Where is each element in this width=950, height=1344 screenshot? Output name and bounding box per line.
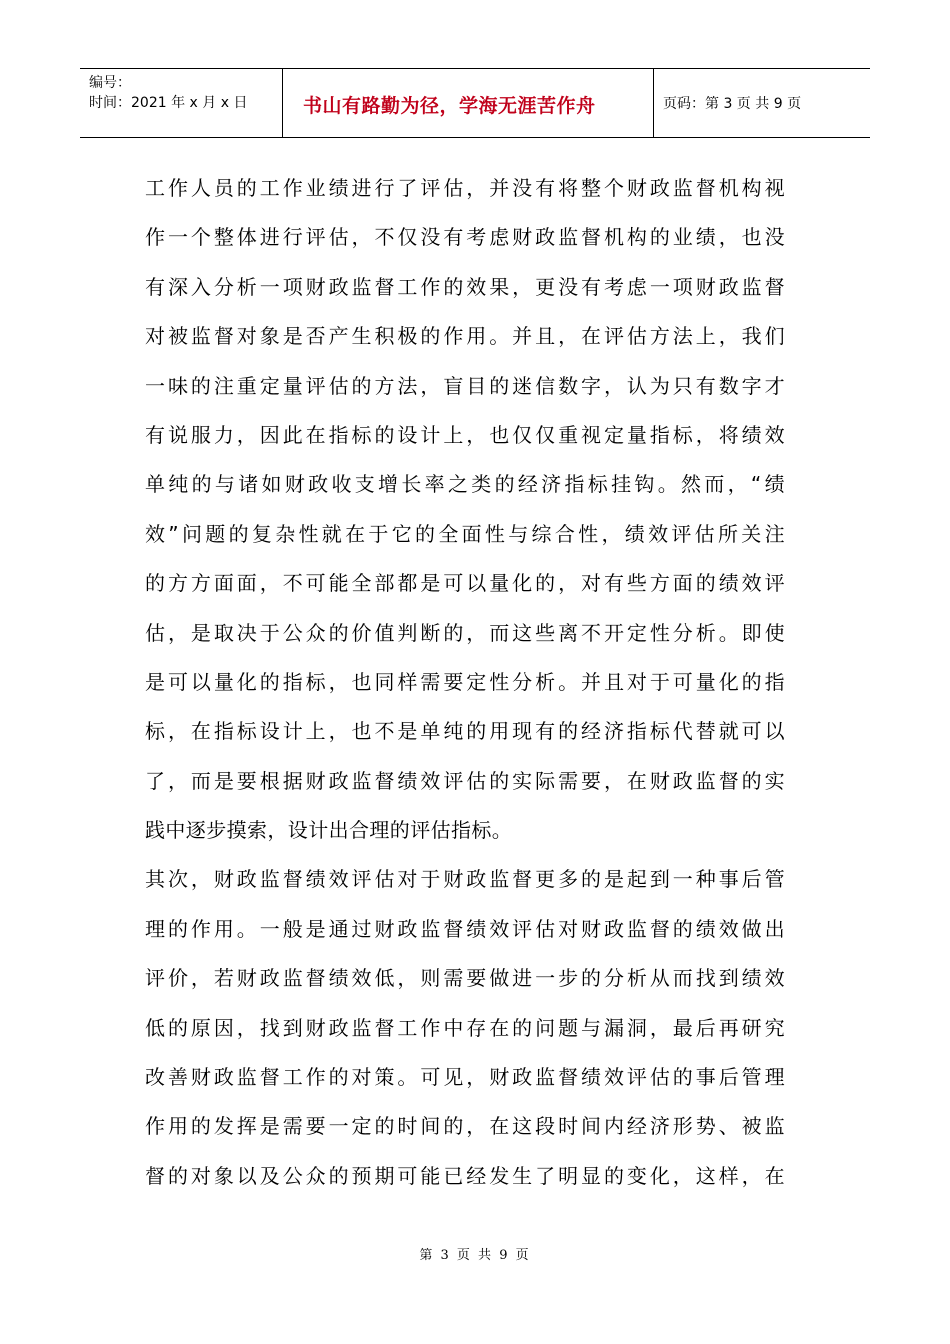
text-line: 一味的注重定量评估的方法，盲目的迷信数字，认为只有数字才 — [145, 373, 785, 398]
text-line: 有深入分析一项财政监督工作的效果，更没有考虑一项财政监督 — [145, 274, 785, 299]
header-meta-cell — [80, 69, 283, 137]
paragraph — [145, 855, 785, 1201]
paragraph — [145, 164, 785, 855]
header-motto-cell — [283, 69, 654, 137]
header-motto: 书山有路勤为径，学海无涯苦作舟 — [303, 95, 596, 117]
text-line: 了，而是要根据财政监督绩效评估的实际需要，在财政监督的实 — [145, 768, 785, 793]
text-line: 作一个整体进行评估，不仅没有考虑财政监督机构的业绩，也没 — [145, 225, 785, 250]
page-header — [80, 68, 870, 138]
text-line: 单纯的与诸如财政收支增长率之类的经济指标挂钩。然而，“绩 — [145, 472, 785, 497]
document-number-label: 编号： — [89, 75, 131, 91]
page-footer: 第 3 页 共 9 页 — [419, 1248, 531, 1263]
text-line: 其次，财政监督绩效评估对于财政监督更多的是起到一种事后管 — [145, 867, 785, 892]
text-line: 标，在指标设计上，也不是单纯的用现有的经济指标代替就可以 — [145, 719, 785, 744]
text-line: 督的对象以及公众的预期可能已经发生了明显的变化，这样，在 — [145, 1163, 785, 1188]
text-line: 对被监督对象是否产生积极的作用。并且，在评估方法上，我们 — [145, 324, 785, 349]
document-body — [145, 164, 785, 1201]
text-line: 效”问题的复杂性就在于它的全面性与综合性，绩效评估所关注 — [145, 521, 785, 546]
text-line: 有说服力，因此在指标的设计上，也仅仅重视定量指标，将绩效 — [145, 422, 785, 447]
document-date: 时间：2021 年 x 月 x 日 — [89, 95, 248, 111]
text-line: 的方方面面，不可能全部都是可以量化的，对有些方面的绩效评 — [145, 571, 785, 596]
text-line: 是可以量化的指标，也同样需要定性分析。并且对于可量化的指 — [145, 669, 785, 694]
text-line: 改善财政监督工作的对策。可见，财政监督绩效评估的事后管理 — [145, 1065, 785, 1090]
text-line: 评价，若财政监督绩效低，则需要做进一步的分析从而找到绩效 — [145, 966, 785, 991]
text-line: 估，是取决于公众的价值判断的，而这些离不开定性分析。即使 — [145, 620, 785, 645]
text-line: 践中逐步摸索，设计出合理的评估指标。 — [145, 818, 513, 843]
text-line: 工作人员的工作业绩进行了评估，并没有将整个财政监督机构视 — [145, 176, 785, 200]
text-line: 作用的发挥是需要一定的时间的，在这段时间内经济形势、被监 — [145, 1114, 785, 1139]
header-page-info: 页码：第 3 页 共 9 页 — [663, 96, 802, 112]
text-line: 理的作用。一般是通过财政监督绩效评估对财政监督的绩效做出 — [145, 916, 785, 941]
text-line: 低的原因，找到财政监督工作中存在的问题与漏洞，最后再研究 — [145, 1015, 785, 1040]
